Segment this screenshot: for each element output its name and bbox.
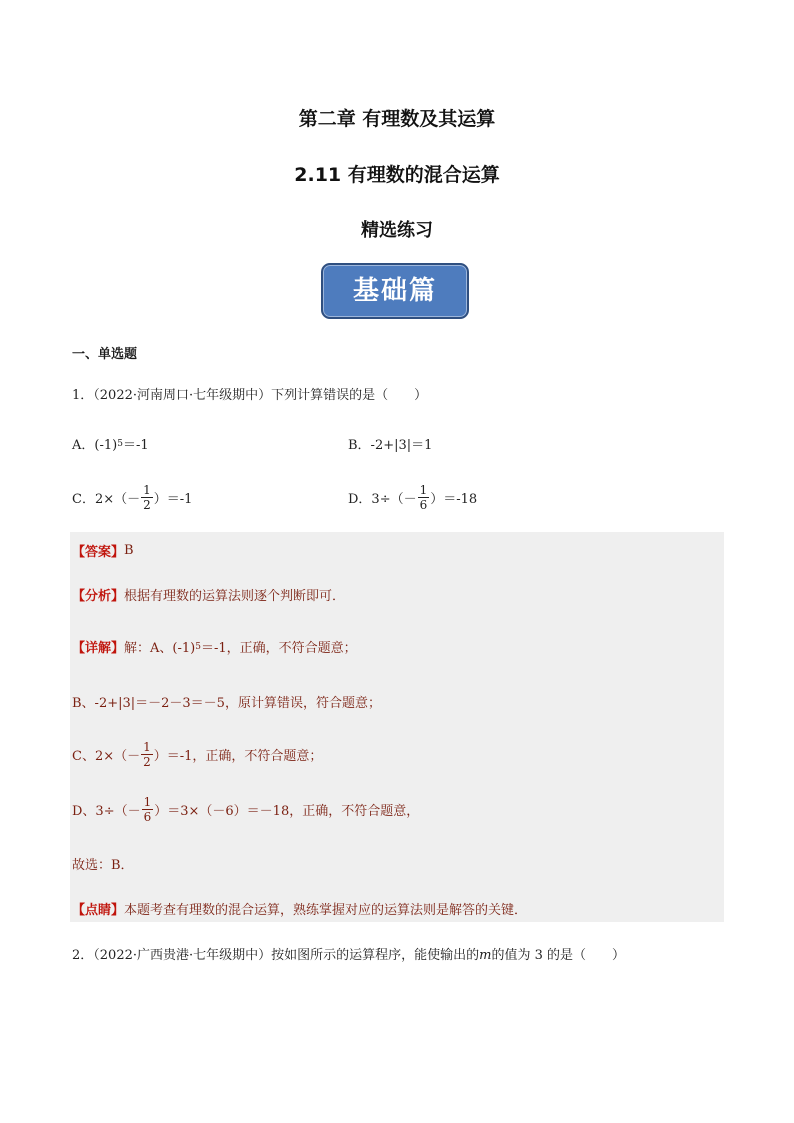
option-c-fraction [141, 483, 153, 512]
comment-tag: 【点睛】 [72, 903, 125, 918]
option-c-pre: C．2×（－ [72, 492, 141, 507]
section-title: 2.11 有理数的混合运算 [294, 164, 500, 186]
detail-tag: 【详解】 [72, 641, 125, 656]
fraction-denominator: 6 [419, 498, 428, 512]
analysis-text: 根据有理数的运算法则逐个判断即可． [124, 589, 346, 604]
fraction-denominator: 2 [143, 755, 151, 769]
answer-line [72, 541, 134, 560]
answer-tag: 【答案】 [72, 545, 125, 560]
option-d [348, 483, 477, 512]
section-heading: 一、单选题 [72, 347, 138, 362]
question-2-variable: m [479, 948, 492, 963]
option-d-fraction [418, 483, 430, 512]
option-c [72, 483, 192, 512]
question-2-stem-post: 的值为 3 的是（ ） [491, 948, 625, 963]
question-1-stem: 1．（2022·河南周口·七年级期中）下列计算错误的是（ ） [72, 388, 428, 403]
fraction-numerator: 1 [143, 795, 152, 809]
option-d-post: ）＝-18 [430, 492, 478, 507]
detail-c-fraction [141, 740, 153, 769]
detail-d-pre: D、3÷（－ [72, 804, 141, 819]
detail-d-fraction [142, 795, 154, 824]
detail-a-pre: 解：A、(-1) [124, 641, 196, 656]
detail-d-post: ）＝3×（－6）＝－18，正确，不符合题意， [154, 804, 420, 819]
chapter-title: 第二章 有理数及其运算 [298, 108, 496, 130]
fraction-denominator: 6 [143, 810, 152, 824]
detail-line-d [72, 795, 419, 824]
fraction-numerator: 1 [419, 483, 428, 497]
fraction-numerator: 1 [143, 483, 151, 497]
choose-text: 故选：B． [72, 858, 134, 873]
option-a-base: A．(-1) [72, 438, 118, 453]
practice-title: 精选练习 [361, 220, 433, 241]
option-a-exponent: 5 [117, 438, 123, 449]
level-badge: 基础篇 [321, 263, 469, 319]
option-a [72, 434, 149, 453]
fraction-numerator: 1 [143, 740, 151, 754]
choose-line [72, 854, 134, 873]
detail-c-pre: C、2×（－ [72, 749, 141, 764]
option-b [348, 434, 432, 453]
analysis-line [72, 585, 345, 604]
detail-c-post: ）＝-1，正确，不符合题意； [153, 749, 323, 764]
detail-line-c [72, 740, 322, 769]
option-b-text: B．-2+|3|＝1 [348, 438, 433, 453]
detail-line-b [72, 692, 381, 711]
question-2-stem-pre: 2．（2022·广西贵港·七年级期中）按如图所示的运算程序，能使输出的 [72, 948, 480, 963]
detail-a-post: ＝-1，正确，不符合题意； [200, 641, 357, 656]
detail-line-a [72, 637, 357, 656]
fraction-denominator: 2 [143, 498, 151, 512]
comment-text: 本题考查有理数的混合运算，熟练掌握对应的运算法则是解答的关键． [124, 903, 528, 918]
option-d-pre: D．3÷（－ [348, 492, 417, 507]
answer-text: B [124, 543, 134, 558]
option-a-result: ＝-1 [122, 438, 149, 453]
detail-b-text: B、-2+|3|＝－2－3＝－5，原计算错误，符合题意； [72, 696, 381, 711]
detail-a-exponent: 5 [195, 641, 201, 652]
analysis-tag: 【分析】 [72, 589, 125, 604]
option-c-post: ）＝-1 [153, 492, 193, 507]
question-2-stem [72, 944, 625, 963]
comment-line [72, 899, 527, 918]
